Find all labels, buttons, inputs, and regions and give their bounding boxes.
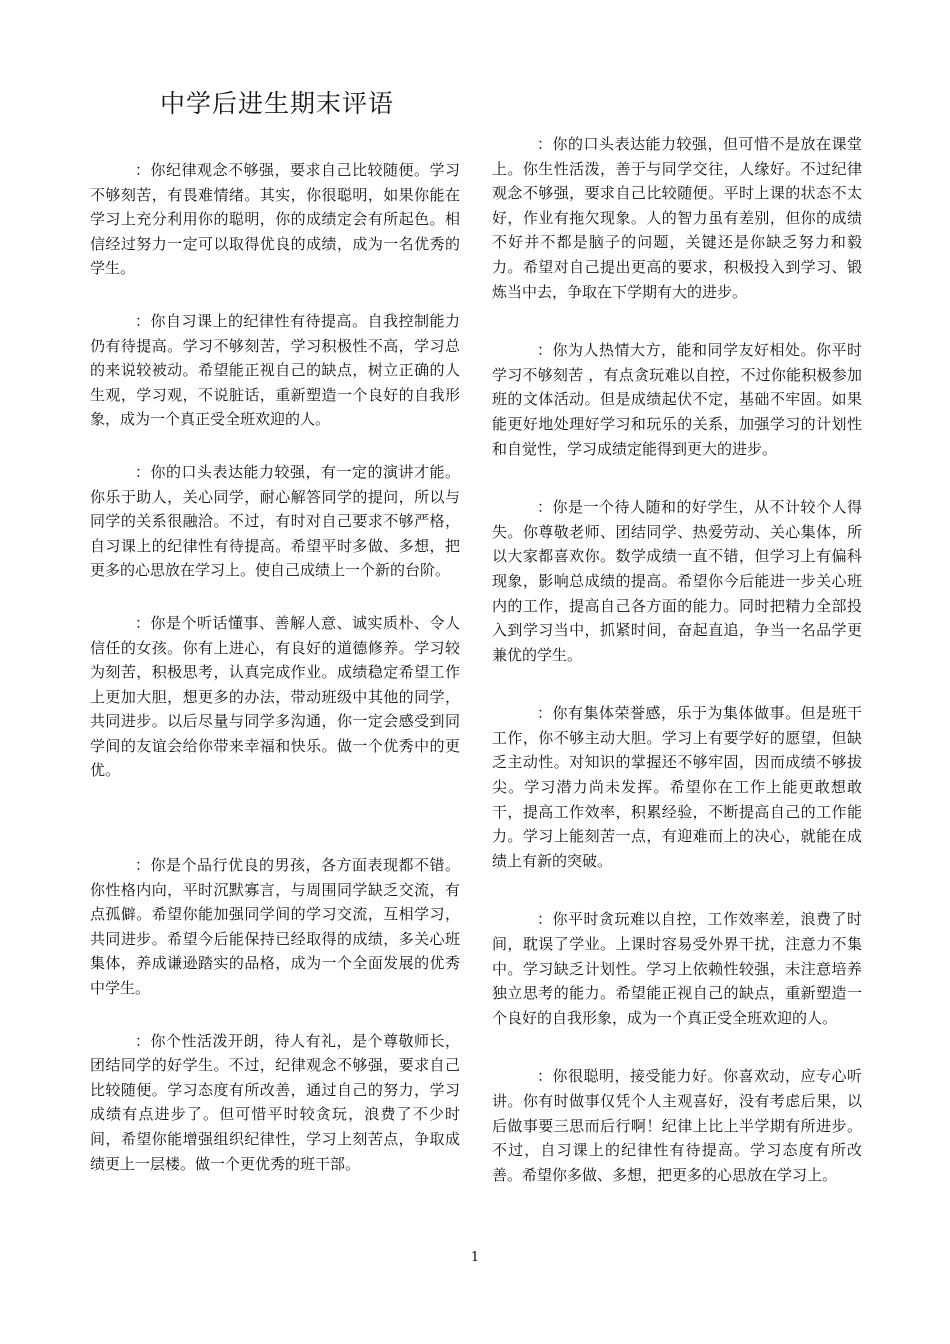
comment-paragraph: ：你是个听话懂事、善解人意、诚实质朴、令人信任的女孩。你有上进心，有良好的道德修养。学习较为刻苦，积极思考，认真完成作业。成绩稳定希望工作上更加大胆，想更多的办法，带动班级中其他的同学，共同进步。以后尽量与同学多沟通，你一定会感受到同学间的友谊会给你带来幸福和快乐。做一个优秀中的更优。	[90, 613, 460, 780]
comment-paragraph: ：你自习课上的纪律性有待提高。自我控制能力仍有待提高。学习不够刻苦，学习积极性不高，学习总的来说较被动。希望能正视自己的缺点，树立正确的人生观，学习观，不说脏话，重新塑造一个良好的自我形象，成为一个真正受全班欢迎的人。	[90, 311, 460, 429]
comment-paragraph: ：你纪律观念不够强，要求自己比较随便。学习不够刻苦，有畏难情绪。其实，你很聪明，如果你能在学习上充分利用你的聪明，你的成绩定会有所起色。相信经过努力一定可以取得优良的成绩，成为一名优秀的学生。	[90, 161, 460, 278]
page-number: 1	[470, 1250, 480, 1265]
comment-paragraph: ：你是个品行优良的男孩，各方面表现都不错。你性格内向，平时沉默寡言，与周围同学缺乏交流，有点孤僻。希望你能加强同学间的学习交流，互相学习，共同进步。希望今后能保持已经取得的成绩，多关心班集体，养成谦逊踏实的品格，成为一个全面发展的优秀中学生。	[90, 856, 460, 998]
comment-paragraph: ：你平时贪玩难以自控，工作效率差，浪费了时间，耽误了学业。上课时容易受外界干扰，注意力不集中。学习缺乏计划性。学习上依赖性较强，未注意培养独立思考的能力。希望能正视自己的缺点，重新塑造一个良好的自我形象，成为一个真正受全班欢迎的人。	[492, 910, 862, 1027]
comment-paragraph: ：你很聪明，接受能力好。你喜欢动，应专心听讲。你有时做事仅凭个人主观喜好，没有考虑后果，以后做事要三思而后行啊！纪律上比上半学期有所进步。不过，自习课上的纪律性有待提高。学习态度有所改善。希望你多做、多想，把更多的心思放在学习上。	[492, 1067, 862, 1184]
comment-paragraph: ：你个性活泼开朗，待人有礼，是个尊敬师长，团结同学的好学生。不过，纪律观念不够强，要求自己比较随便。学习态度有所改善，通过自己的努力，学习成绩有点进步了。但可惜平时较贪玩，浪费了不少时间，希望你能增强组织纪律性，学习上刻苦点，争取成绩更上一层楼。做一个更优秀的班干部。	[90, 1031, 460, 1173]
comment-paragraph: ：你的口头表达能力较强，但可惜不是放在课堂上。你生性活泼，善于与同学交往，人缘好。不过纪律观念不够强，要求自己比较随便。平时上课的状态不太好，作业有拖欠现象。人的智力虽有差别，但你的成绩不好并不都是脑子的问题，关键还是你缺乏努力和毅力。希望对自己提出更高的要求，积极投入到学习、锻炼当中去，争取在下学期有大的进步。	[492, 135, 862, 301]
comment-paragraph: ：你是一个待人随和的好学生，从不计较个人得失。你尊敬老师、团结同学、热爱劳动、关心集体，所以大家都喜欢你。数学成绩一直不错，但学习上有偏科现象，影响总成绩的提高。希望你今后能进一步关心班内的工作，提高自己各方面的能力。同时把精力全部投入到学习当中，抓紧时间，奋起直追，争当一名品学更兼优的学生。	[492, 498, 862, 664]
left-column	[90, 158, 460, 1176]
right-column	[492, 132, 862, 1187]
page-title: 中学后进生期末评语	[160, 89, 395, 118]
comment-paragraph: ：你的口头表达能力较强，有一定的演讲才能。你乐于助人，关心同学，耐心解答同学的提问，所以与同学的关系很融洽。不过，有时对自己要求不够严格，自习课上的纪律性有待提高。希望平时多做、多想，把更多的心思放在学习上。使自己成绩上一个新的台阶。	[90, 462, 460, 580]
comment-paragraph: ：你为人热情大方，能和同学友好相处。你平时学习不够刻苦 ，有点贪玩难以自控，不过你能积极参加班的文体活动。但是成绩起伏不定，基础不牢固。如果能更好地处理好学习和玩乐的关系，加强学习的计划性和自觉性，学习成绩定能得到更大的进步。	[492, 341, 862, 458]
comment-paragraph: ：你有集体荣誉感，乐于为集体做事。但是班干工作，你不够主动大胆。学习上有要学好的愿望，但缺乏主动性。对知识的掌握还不够牢固，因而成绩不够拔尖。学习潜力尚未发挥。希望你在工作上能更敢想敢干，提高工作效率，积累经验，不断提高自己的工作能力。学习上能刻苦一点，有迎难而上的决心，就能在成绩上有新的突破。	[492, 704, 862, 870]
